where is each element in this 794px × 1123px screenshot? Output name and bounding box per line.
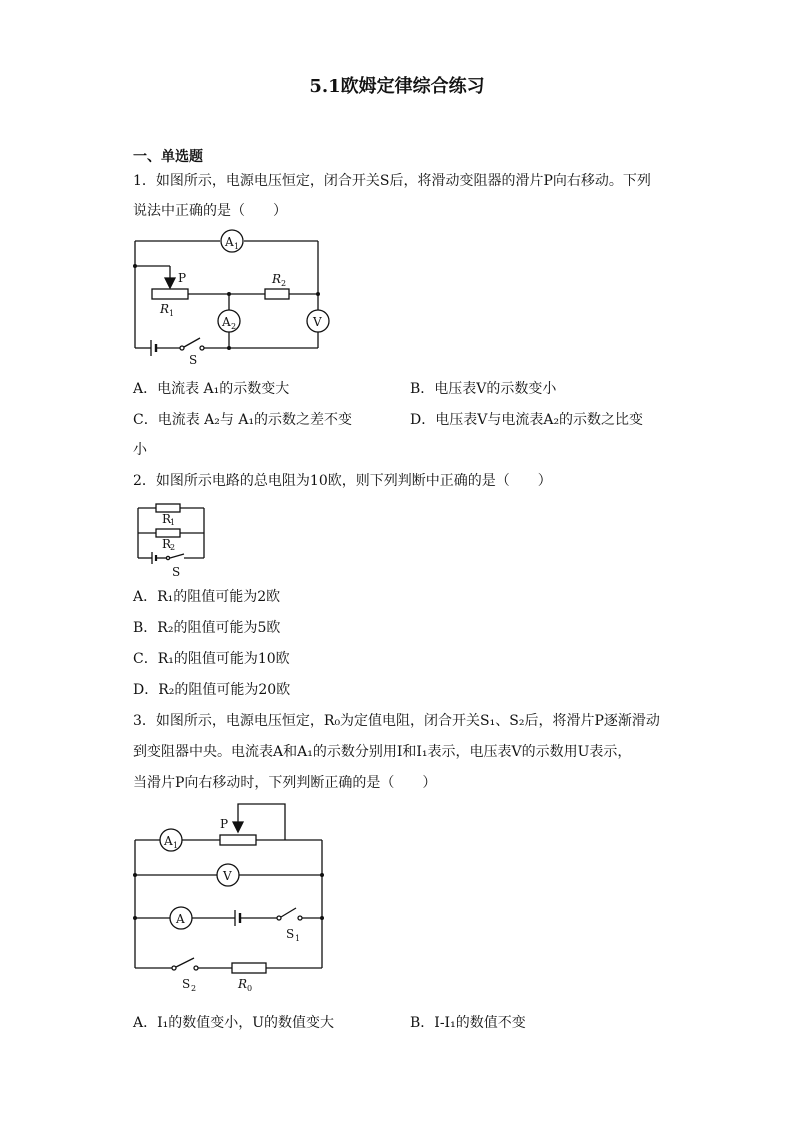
- switch-s-icon: [170, 554, 184, 558]
- svg-text:2: 2: [170, 543, 176, 552]
- q1-option-b[interactable]: B．电压表V的示数变小: [410, 381, 557, 397]
- svg-text:V: V: [223, 869, 232, 883]
- slider-arrow-icon: [165, 278, 175, 288]
- switch-s2-icon: [176, 958, 194, 967]
- slider-arrow-icon: [233, 822, 243, 832]
- resistor-r2: [265, 289, 289, 299]
- q1-stem-line2: 说法中正确的是（ ）: [133, 203, 287, 219]
- svg-text:R: R: [238, 977, 248, 991]
- q1-circuit-diagram: [120, 228, 340, 368]
- q1-option-d-wrap: 小: [133, 442, 147, 458]
- svg-text:1: 1: [295, 934, 301, 943]
- q2-circuit-diagram: [130, 496, 220, 582]
- svg-text:S: S: [286, 927, 295, 941]
- svg-text:S: S: [182, 977, 191, 991]
- q1-option-a[interactable]: A．电流表 A₁的示数变大: [133, 381, 290, 397]
- q2-option-b[interactable]: B．R₂的阻值可能为5欧: [133, 620, 281, 636]
- q1-option-c[interactable]: C．电流表 A₂与 A₁的示数之差不变: [133, 412, 353, 428]
- svg-text:A: A: [225, 235, 234, 249]
- q2-option-c[interactable]: C．R₁的阻值可能为10欧: [133, 651, 290, 667]
- svg-text:A: A: [164, 834, 173, 848]
- svg-text:2: 2: [281, 279, 287, 288]
- svg-text:P: P: [220, 817, 229, 831]
- svg-text:A: A: [222, 315, 231, 329]
- svg-text:2: 2: [231, 322, 237, 331]
- rheostat-r1: [152, 289, 188, 299]
- svg-text:0: 0: [247, 984, 253, 993]
- svg-text:R: R: [160, 302, 170, 316]
- svg-text:1: 1: [234, 242, 240, 251]
- rheostat: [220, 835, 256, 845]
- q3-stem-line3: 当滑片P向右移动时，下列判断正确的是（ ）: [133, 775, 437, 791]
- q1-stem-line1: 1．如图所示，电源电压恒定，闭合开关S后，将滑动变阻器的滑片P向右移动。下列: [133, 173, 651, 189]
- svg-text:R: R: [162, 537, 172, 551]
- resistor-r1: [156, 504, 180, 512]
- resistor-r2: [156, 529, 180, 537]
- switch-s-icon: [184, 338, 200, 347]
- q2-option-d[interactable]: D．R₂的阻值可能为20欧: [133, 682, 291, 698]
- svg-text:S: S: [189, 353, 198, 367]
- section-heading: 一、单选题: [133, 149, 203, 165]
- svg-text:1: 1: [169, 309, 175, 318]
- page-title: 5.1欧姆定律综合练习: [309, 76, 485, 97]
- q2-option-a[interactable]: A．R₁的阻值可能为2欧: [133, 589, 281, 605]
- q3-circuit-diagram: [120, 800, 340, 998]
- resistor-r0: [232, 963, 266, 973]
- svg-text:2: 2: [191, 984, 197, 993]
- q3-stem-line2: 到变阻器中央。电流表A和A₁的示数分别用I和I₁表示，电压表V的示数用U表示，: [133, 744, 632, 760]
- q3-stem-line1: 3．如图所示，电源电压恒定，R₀为定值电阻，闭合开关S₁、S₂后，将滑片P逐渐滑动: [133, 713, 660, 729]
- svg-text:A: A: [176, 912, 185, 926]
- svg-text:1: 1: [170, 518, 176, 527]
- switch-s1-icon: [281, 908, 296, 917]
- q2-stem-line1: 2．如图所示电路的总电阻为10欧，则下列判断中正确的是（ ）: [133, 473, 552, 489]
- svg-text:S: S: [172, 565, 181, 579]
- svg-text:P: P: [178, 271, 187, 285]
- q1-option-d[interactable]: D．电压表V与电流表A₂的示数之比变: [410, 412, 644, 428]
- svg-text:V: V: [313, 315, 322, 329]
- svg-text:1: 1: [173, 841, 179, 850]
- svg-text:R: R: [162, 512, 172, 526]
- q3-option-b[interactable]: B．I-I₁的数值不变: [410, 1015, 526, 1031]
- q3-option-a[interactable]: A．I₁的数值变小，U的数值变大: [133, 1015, 335, 1031]
- svg-text:R: R: [272, 272, 282, 286]
